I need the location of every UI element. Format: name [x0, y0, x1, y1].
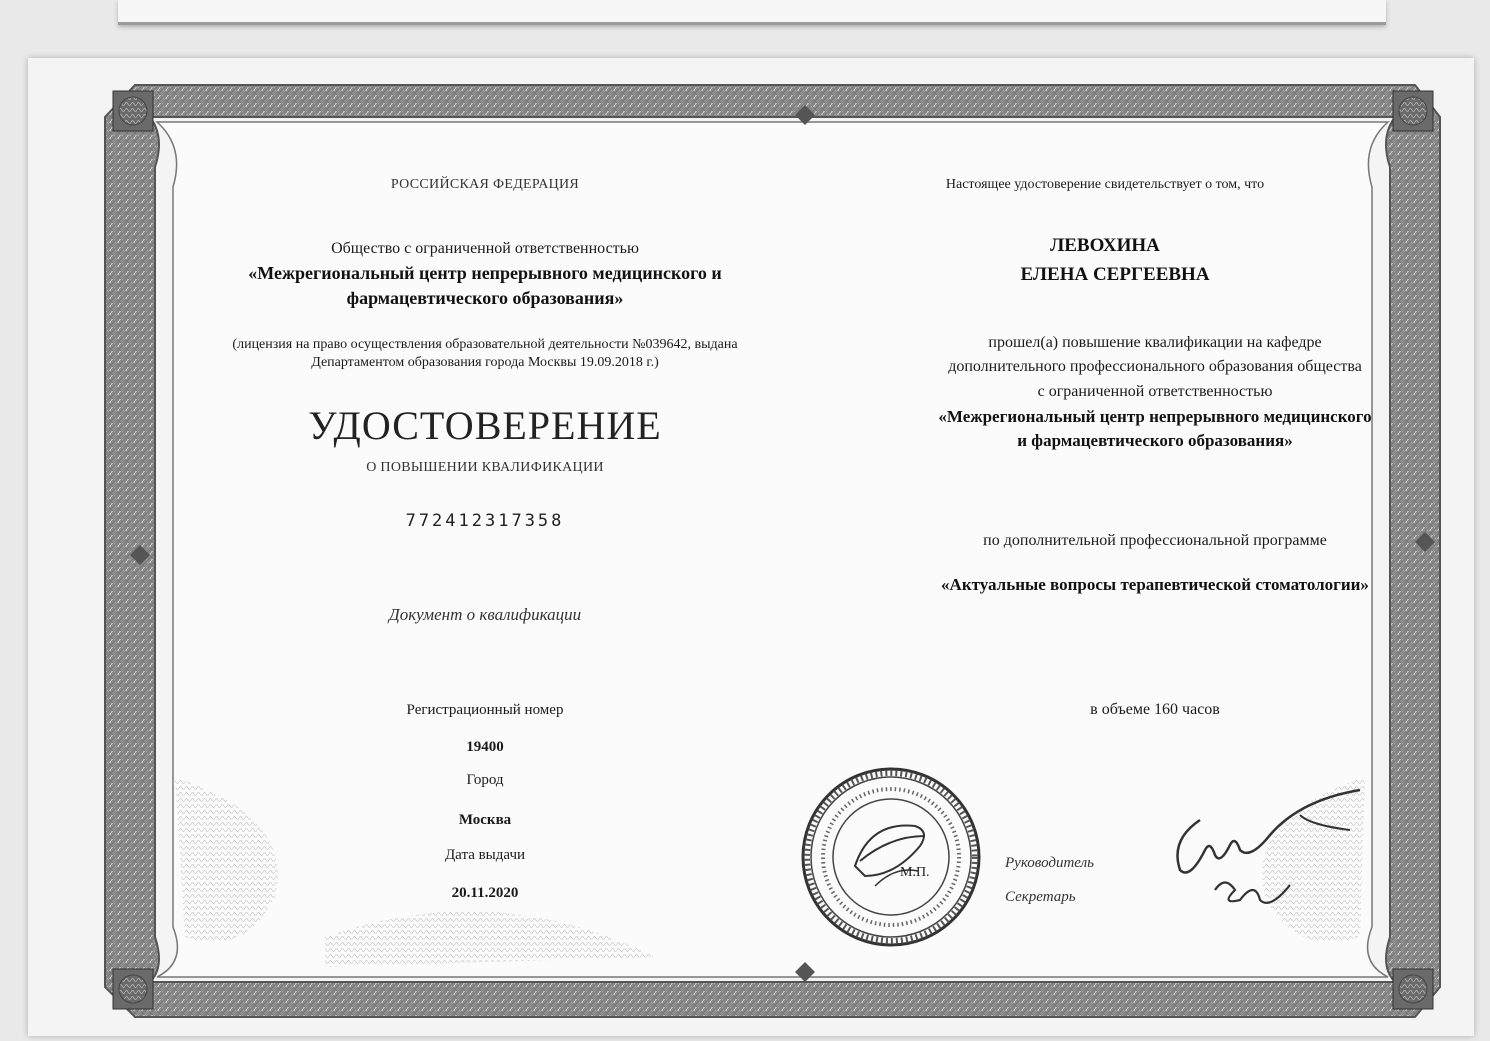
- certifies-intro: Настоящее удостоверение свидетельствует о том, что: [945, 177, 1265, 192]
- org-line1: «Межрегиональный центр непрерывного медицинского: [938, 407, 1372, 426]
- registration-label: Регистрационный номер: [406, 702, 564, 718]
- license-line2: Департаментом образования города Москвы 19.09.2018 г.): [311, 355, 659, 370]
- document-title: УДОСТОВЕРЕНИЕ: [308, 403, 662, 448]
- hours-volume: в объеме 160 часов: [1090, 701, 1220, 718]
- issue-date-label: Дата выдачи: [444, 847, 526, 863]
- text-line1: прошел(а) повышение квалификации на кафедре: [988, 334, 1322, 351]
- registration-number: 19400: [466, 739, 504, 755]
- org-line2: и фармацевтического образования»: [1017, 431, 1293, 450]
- document-subtitle: О ПОВЫШЕНИИ КВАЛИФИКАЦИИ: [366, 460, 604, 475]
- country-label: РОССИЙСКАЯ ФЕДЕРАЦИЯ: [390, 177, 580, 192]
- license-line1: (лицензия на право осуществления образовательной деятельности №039642, выдана: [232, 337, 738, 352]
- background-sheet: [118, 0, 1386, 25]
- text-line3: с ограниченной ответственностью: [1037, 383, 1273, 400]
- signatures: [1160, 780, 1380, 930]
- official-stamp: [800, 766, 982, 948]
- org-type: Общество с ограниченной ответственностью: [331, 240, 639, 257]
- holder-surname: ЛЕВОХИНА: [1050, 235, 1160, 256]
- program-label: по дополнительной профессиональной программе: [983, 532, 1327, 549]
- city-value: Москва: [458, 812, 512, 828]
- holder-name: ЕЛЕНА СЕРГЕЕВНА: [1020, 264, 1210, 285]
- city-label: Город: [466, 772, 504, 788]
- head-label: Руководитель: [1005, 855, 1094, 871]
- program-name: «Актуальные вопросы терапевтической стоматологии»: [941, 575, 1369, 594]
- text-line2: дополнительного профессионального образования общества: [948, 358, 1362, 375]
- issue-date: 20.11.2020: [451, 885, 519, 901]
- secretary-label: Секретарь: [1005, 889, 1076, 905]
- serial-number: 772412317358: [405, 511, 565, 531]
- document-type: Документ о квалификации: [388, 605, 582, 624]
- org-name-line1: «Межрегиональный центр непрерывного медицинского и: [248, 263, 722, 283]
- stamp-mp: М.П.: [900, 865, 930, 880]
- org-name-line2: фармацевтического образования»: [346, 288, 624, 308]
